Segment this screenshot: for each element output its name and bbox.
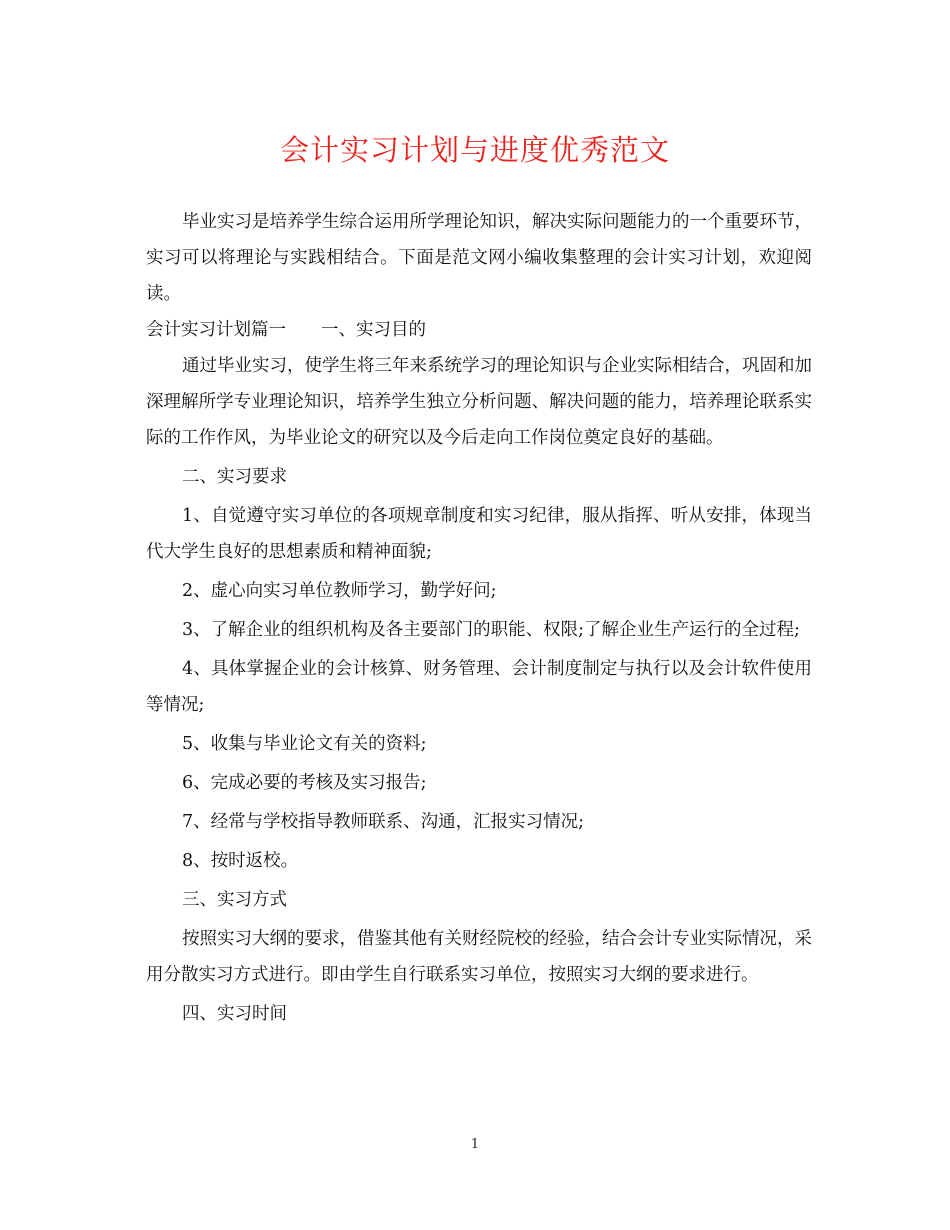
section-heading-method: 三、实习方式 xyxy=(182,890,287,910)
requirement-item: 3、了解企业的组织机构及各主要部门的职能、权限;了解企业生产运行的全过程; xyxy=(182,620,800,640)
method-paragraph: 按照实习大纲的要求，借鉴其他有关财经院校的经验，结合会计专业实际情况，采用分散实习方式进行。即由学生自行联系实习单位，按照实习大纲的要求进行。 xyxy=(146,929,812,985)
requirement-item: 4、具体掌握企业的会计核算、财务管理、会计制度制定与执行以及会计软件使用等情况; xyxy=(146,659,812,715)
requirement-item: 7、经常与学校指导教师联系、沟通，汇报实习情况; xyxy=(182,812,585,832)
section-heading-plan-one: 会计实习计划篇一 一、实习目的 xyxy=(146,320,426,340)
document-title: 会计实习计划与进度优秀范文 xyxy=(279,133,670,167)
requirement-item: 8、按时返校。 xyxy=(182,851,299,871)
document-body xyxy=(146,204,812,1032)
section-heading-requirements: 二、实习要求 xyxy=(182,467,287,487)
intro-paragraph: 毕业实习是培养学生综合运用所学理论知识，解决实际问题能力的一个重要环节，实习可以将理论与实践相结合。下面是范文网小编收集整理的会计实习计划，欢迎阅读。 xyxy=(146,212,812,304)
page-number: 1 xyxy=(470,1137,480,1152)
requirement-item: 5、收集与毕业论文有关的资料; xyxy=(182,734,427,754)
requirement-item: 6、完成必要的考核及实习报告; xyxy=(182,773,427,793)
requirement-item: 2、虚心向实习单位教师学习，勤学好问; xyxy=(182,581,497,601)
section-heading-time: 四、实习时间 xyxy=(182,1004,287,1024)
purpose-paragraph: 通过毕业实习，使学生将三年来系统学习的理论知识与企业实际相结合，巩固和加深理解所学专业理论知识，培养学生独立分析问题、解决问题的能力，培养理论联系实际的工作作风，为毕业论文的研究以及今后走向工作岗位奠定良好的基础。 xyxy=(146,356,812,448)
requirement-item: 1、自觉遵守实习单位的各项规章制度和实习纪律，服从指挥、听从安排，体现当代大学生良好的思想素质和精神面貌; xyxy=(146,506,812,562)
